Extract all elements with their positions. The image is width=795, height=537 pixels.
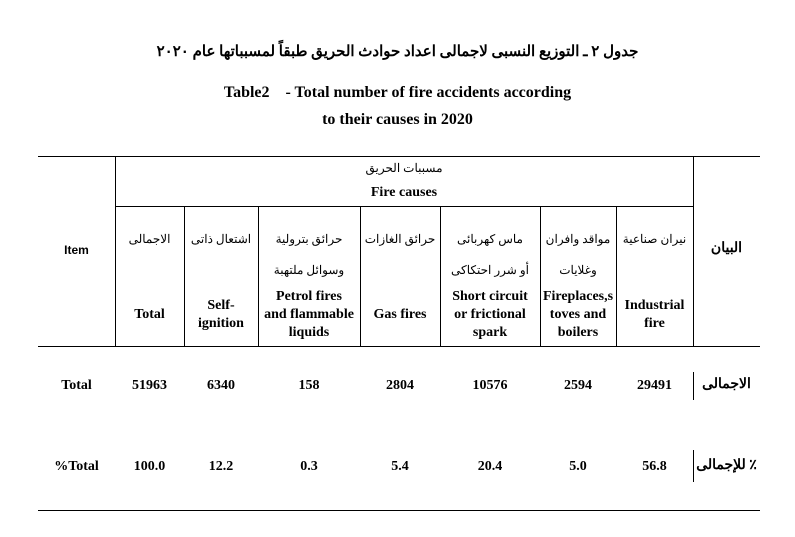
column-header-en: Total (134, 307, 165, 322)
table-cell-value: 2594 (564, 378, 592, 393)
table-cell-value: 5.4 (391, 459, 409, 474)
header-group-en: Fire causes (370, 185, 438, 200)
column-header-ar: الاجمالى (128, 232, 171, 246)
table-cell-value: 10576 (472, 378, 508, 393)
table-cell-value: 20.4 (477, 459, 503, 474)
column-header-en: Fireplaces,s (542, 289, 614, 304)
column-header-en: Industrial (624, 298, 685, 313)
table-cell-value: 100.0 (133, 459, 166, 474)
table-title-english-line2: to their causes in 2020 (322, 111, 473, 128)
cause-column-divider (360, 206, 361, 346)
column-header-ar: وغلايات (559, 263, 597, 277)
row-label-ar: الاجمالى (702, 377, 751, 392)
table-cell-value: 51963 (132, 378, 167, 393)
header-item-ar: البيان (710, 241, 743, 256)
column-header-en: Petrol fires (276, 289, 342, 304)
row-label-ar: ٪ للإجمالى (696, 458, 757, 473)
table-top-rule (38, 156, 760, 157)
column-header-ar: نيران صناعية (622, 232, 687, 246)
column-header-ar: ماس كهربائى (457, 232, 523, 246)
table-cell-value: 2804 (386, 378, 414, 393)
table-cell-value: 6340 (207, 378, 235, 393)
column-header-en: liquids (288, 325, 330, 340)
table-cell-value: 0.3 (300, 459, 318, 474)
column-header-ar: أو شرر احتكاكى (451, 263, 529, 277)
column-header-en: Gas fires (373, 307, 427, 322)
table-cell-value: 56.8 (642, 459, 667, 474)
column-header-ar: اشتعال ذاتى (190, 232, 252, 246)
column-header-en: ignition (198, 316, 244, 331)
header-group-ar: مسببات الحريق (365, 161, 443, 175)
row-label-en: %Total (54, 459, 99, 474)
table-cell-value: 158 (298, 378, 320, 393)
column-header-en: spark (472, 325, 508, 340)
column-header-en: Self- (207, 298, 235, 313)
column-header-en: Short circuit (452, 289, 528, 304)
column-header-en: boilers (557, 325, 599, 340)
table-cell-value: 5.0 (569, 459, 587, 474)
table-bottom-rule (38, 510, 760, 511)
row-label-en: Total (61, 378, 92, 393)
group-header-rule (115, 206, 693, 207)
table-title-english-line1: Table2 - Total number of fire accidents according (223, 84, 572, 101)
column-header-ar: وسوائل ملتهبة (273, 263, 345, 277)
column-header-en: and flammable (264, 307, 354, 322)
column-header-en: or frictional (454, 307, 526, 322)
header-item-en: Item (64, 243, 89, 257)
column-header-ar: مواقد وافران (545, 232, 611, 246)
column-header-en: toves and (549, 307, 607, 322)
column-header-ar: حرائق بترولية (275, 232, 343, 246)
table-cell-value: 29491 (637, 378, 672, 393)
column-header-en: fire (644, 316, 665, 331)
header-bottom-rule (38, 346, 760, 347)
column-header-ar: حرائق الغازات (364, 232, 436, 246)
table-title-arabic: جدول ٢ ـ التوزيع النسبى لاجمالى اعداد حوادث الحريق طبقاً لمسبباتها عام ٢٠٢٠ (156, 44, 639, 60)
table-cell-value: 12.2 (208, 459, 234, 474)
